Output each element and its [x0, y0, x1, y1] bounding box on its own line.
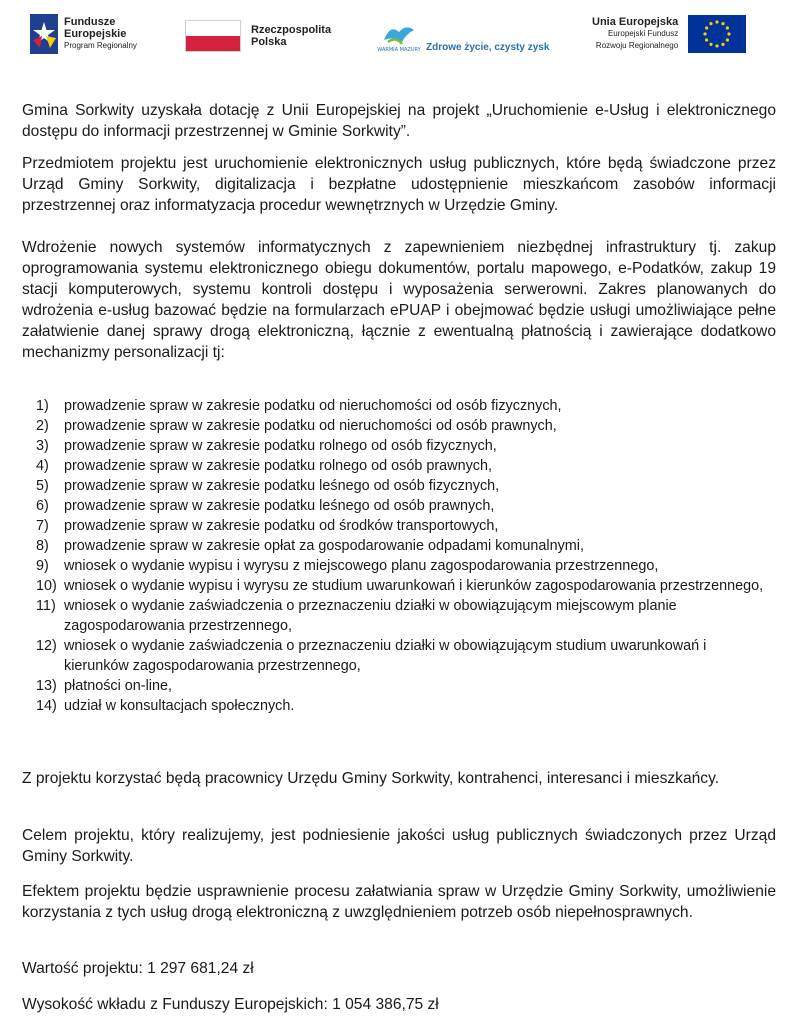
- rp-line2: Polska: [251, 36, 287, 48]
- list-item: [36, 696, 766, 716]
- list-item-text: wniosek o wydanie wypisu i wyrysu z miejscowego planu zagospodarowania przestrzennego,: [64, 558, 659, 574]
- list-item: [36, 396, 766, 416]
- eu-star: [710, 22, 713, 25]
- subject-paragraph: Przedmiotem projektu jest uruchomienie elektronicznych usług publicznych, które będą świadczone przez Urząd Gminy Sorkwity, digitalizacja i bezpłatne udostępnienie mieszkańcom zasobów informacji przestrzennej oraz informatyzacja procedur wewnętrznych w Urzędzie Gminy.: [22, 155, 776, 214]
- list-item: [36, 576, 766, 596]
- list-item: [36, 676, 766, 696]
- project-value: Wartość projektu: 1 297 681,24 zł: [22, 960, 254, 977]
- list-item-text: prowadzenie spraw w zakresie podatku od nieruchomości od osób prawnych,: [64, 418, 557, 434]
- eu-star: [722, 43, 725, 46]
- list-item-text: udział w konsultacjach społecznych.: [64, 698, 295, 714]
- list-item-number: 8): [36, 538, 49, 554]
- list-item-text: wniosek o wydanie zaświadczenia o przeznaczeniu działki w obowiązującym miejscowym planie zagospodarowania przestrzennego,: [64, 598, 677, 634]
- implementation-paragraph: Wdrożenie nowych systemów informatycznych z zapewnieniem niezbędnej infrastruktury tj. zakup oprogramowania systemu elektronicznego obiegu dokumentów, portalu mapowego, e-Podatków, zakup 19 stacji komputerowych, systemu kontroli dostępu i wyposażenia serwerowni. Zakres planowanych do wdrożenia e-usług bazować będzie na formularzach ePUAP i obejmować będzie usługi umożliwiające pełne załatwienie danej sprawy drogą elektroniczną, łącznie z ewentualną płatnością i zawierające dodatkowo mechanizmy personalizacji tj:: [22, 239, 776, 361]
- ue-line3: Rozwoju Regionalnego: [595, 41, 679, 50]
- list-item: [36, 476, 766, 496]
- list-item-text: prowadzenie spraw w zakresie podatku leśnego od osób fizycznych,: [64, 478, 500, 494]
- list-item-number: 3): [36, 438, 49, 454]
- rzeczpospolita-logo: [185, 20, 331, 52]
- list-item-number: 2): [36, 418, 49, 434]
- list-item-number: 1): [36, 398, 49, 414]
- list-item: [36, 536, 766, 556]
- list-item-number: 13): [36, 678, 57, 694]
- list-item-number: 4): [36, 458, 49, 474]
- list-item-number: 12): [36, 638, 57, 654]
- eu-star: [716, 44, 719, 47]
- list-item-text: prowadzenie spraw w zakresie podatku od nieruchomości od osób fizycznych,: [64, 398, 562, 414]
- list-item-number: 14): [36, 698, 57, 714]
- list-item: [36, 456, 766, 476]
- logo-bar: [0, 0, 786, 80]
- list-item-text: prowadzenie spraw w zakresie podatku od środków transportowych,: [64, 518, 499, 534]
- intro-paragraph: Gmina Sorkwity uzyskała dotację z Unii Europejskiej na projekt „Uruchomienie e-Usług i elektronicznego dostępu do informacji przestrzennej w Gminie Sorkwity”.: [22, 102, 776, 140]
- list-item: [36, 636, 766, 676]
- eu-star: [728, 32, 731, 35]
- eu-star: [722, 22, 725, 25]
- unia-europejska-logo: [592, 15, 746, 53]
- rp-line1: Rzeczpospolita: [251, 24, 332, 36]
- list-item-text: prowadzenie spraw w zakresie opłat za gospodarowanie odpadami komunalnymi,: [64, 538, 584, 554]
- eu-star: [726, 26, 729, 29]
- list-item-number: 10): [36, 578, 57, 594]
- list-item-number: 5): [36, 478, 49, 494]
- fundusze-line1: Fundusze: [64, 16, 116, 28]
- ue-text: [592, 16, 678, 52]
- list-item-number: 6): [36, 498, 49, 514]
- eu-star: [716, 20, 719, 23]
- list-item: [36, 436, 766, 456]
- list-item: [36, 496, 766, 516]
- list-item: [36, 556, 766, 576]
- warmia-mazury-logo: [377, 22, 550, 54]
- list-item-number: 11): [36, 598, 56, 614]
- list-item-text: prowadzenie spraw w zakresie podatku leśnego od osób prawnych,: [64, 498, 495, 514]
- fundusze-text: [64, 16, 137, 52]
- eu-star: [704, 32, 707, 35]
- list-item-text: płatności on-line,: [64, 678, 172, 694]
- eu-star: [705, 38, 708, 41]
- ue-line1: Unia Europejska: [592, 16, 679, 28]
- polish-flag-icon: [185, 20, 241, 52]
- warmia-slogan: Zdrowe życie, czysty zysk: [426, 41, 550, 53]
- beneficiaries-paragraph: Z projektu korzystać będą pracownicy Urzędu Gminy Sorkwity, kontrahenci, interesanci i mieszkańcy.: [22, 770, 720, 787]
- eu-star: [726, 38, 729, 41]
- rp-text: [251, 24, 331, 48]
- eu-flag-icon: [688, 15, 746, 53]
- list-item-text: wniosek o wydanie zaświadczenia o przeznaczeniu działki w obowiązującym studium uwarunkowań i kierunków zagospodarowania przestrzennego,: [64, 638, 707, 674]
- list-item-text: prowadzenie spraw w zakresie podatku rolnego od osób fizycznych,: [64, 438, 497, 454]
- fundusze-line3: Program Regionalny: [64, 41, 137, 50]
- list-item-number: 7): [36, 518, 49, 534]
- list-item-number: 9): [36, 558, 49, 574]
- eu-contribution-value: Wysokość wkładu z Funduszy Europejskich: 1 054 386,75 zł: [22, 996, 439, 1013]
- list-item-text: prowadzenie spraw w zakresie podatku rolnego od osób prawnych,: [64, 458, 492, 474]
- list-item-text: wniosek o wydanie wypisu i wyrysu ze studium uwarunkowań i kierunków zagospodarowania przestrzennego,: [64, 578, 764, 594]
- list-item: [36, 416, 766, 436]
- ue-line2: Europejski Fundusz: [607, 29, 679, 38]
- fundusze-europejskie-logo: [30, 14, 137, 54]
- fundusze-line2: Europejskie: [64, 28, 127, 40]
- warmia-mazury-bird-icon: [377, 22, 421, 54]
- eu-star: [705, 26, 708, 29]
- eu-star: [710, 43, 713, 46]
- e-services-list: [36, 396, 766, 716]
- list-item: [36, 516, 766, 536]
- warmia-mark-text: WARMIA MAZURY: [377, 47, 421, 53]
- list-item: [36, 596, 766, 636]
- effect-paragraph: Efektem projektu będzie usprawnienie procesu załatwiania spraw w Urzędzie Gminy Sorkwity, umożliwienie korzystania z tych usług drogą elektroniczną z uwzględnieniem potrzeb osób niepełnosprawnych.: [22, 883, 776, 921]
- goal-paragraph: Celem projektu, który realizujemy, jest podniesienie jakości usług publicznych świadczonych przez Urząd Gminy Sorkwity.: [22, 827, 776, 865]
- fundusze-star-icon: [30, 14, 58, 54]
